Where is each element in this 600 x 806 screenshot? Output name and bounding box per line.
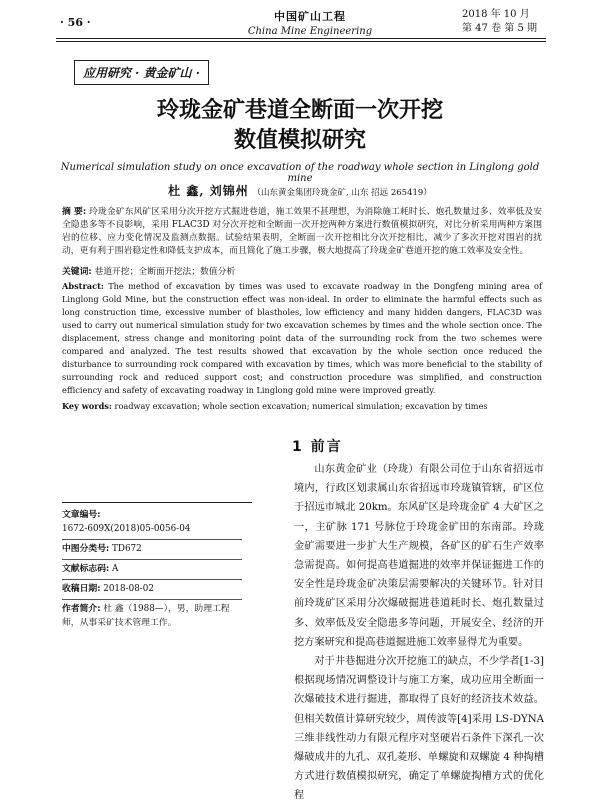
author-bio-text: 杜 鑫（1988—），男，助理工程师，从事采矿技术管理工作。 <box>62 604 230 628</box>
clc-label: 中图分类号: <box>62 544 110 554</box>
doc-id-row <box>62 560 242 580</box>
column-label: 应用研究 · 黄金矿山 · <box>74 60 209 85</box>
keywords-en-label: Key words: <box>62 401 112 411</box>
issue-volume: 第 47 卷 第 5 期 <box>462 23 537 34</box>
title-line-2: 数值模拟研究 <box>233 128 366 153</box>
keywords-en <box>62 401 542 411</box>
keywords-en-text: roadway excavation; whole section excavation; numerical simulation; excavation by times <box>114 401 488 411</box>
abstract-cn-label: 摘 要: <box>62 207 87 217</box>
author-affiliation: （山东黄金集团玲珑金矿, 山东 招远 265419） <box>252 188 432 198</box>
doc-id-label: 文献标志码: <box>62 564 110 574</box>
doc-code-label: 文章编号: <box>62 510 101 520</box>
received-label: 收稿日期: <box>62 584 101 594</box>
author-names: 杜 鑫, 刘锦州 <box>168 184 249 198</box>
info-box-rule <box>62 502 252 503</box>
journal-name-cn: 中国矿山工程 <box>274 10 346 23</box>
received-row <box>62 580 242 600</box>
section-1-paragraph-1: 山东黄金矿业（玲珑）有限公司位于山东省招远市境内，行政区划隶属山东省招远市玲珑镇管辖，矿区位于招远市城北 20km。东风矿区是玲珑金矿 4 大矿区之一，主矿脉 171 号脉位于玲珑金矿田的东南部。玲珑金矿需要进一步扩大生产规模，各矿区的矿石生产效率急需提高。如何提高巷道掘进的效率并保证掘进工作的安全性是玲珑金矿决策层需要解决的关键环节。针对目前玲珑矿区采用分次爆破掘进巷道耗时长、炮孔数量过多、效率低及安全隐患多等问题，开展安全、经济的开挖方案研究和提高巷道掘进施工效率显得尤为重要。 <box>294 464 544 648</box>
abstract-cn <box>62 206 542 258</box>
abstract-en-label: Abstract: <box>62 281 104 291</box>
clc-row <box>62 540 242 560</box>
issue-info <box>462 8 537 36</box>
title-line-1: 玲珑金矿巷道全断面一次开挖 <box>156 98 443 123</box>
clc-value: TD672 <box>112 544 142 554</box>
abstract-en <box>62 280 542 397</box>
header-rule-thin <box>56 41 546 42</box>
keywords-cn-label: 关键词: <box>62 267 92 277</box>
abstract-en-text: The method of excavation by times was used to excavate roadway in the Dongfeng mining area of Linglong Gold Mine, but the construction effect was non-ideal. In order to eliminate the harmful effects such as long construction time, excessive number of blastholes, low efficiency and many hidden dangers, FLAC3D was used to carry out numerical simulation study for two excavation schemes by times and the whole section once. The displacement, stress change and monitoring point data of the surrounding rock from the two schemes were compared and analyzed. The test results showed that excavation by the whole section once reduced the disturbance to surrounding rock compared with excavation by times, which was more beneficial to the stability of surrounding rock and reduced support cost; and construction procedure was simplified, and construction efficiency and safety of excavating roadway in Linglong gold mine were improved greatly. <box>62 281 542 395</box>
paper-title-en: Numerical simulation study on once excavation of the roadway whole section in Linglong gold mine <box>60 162 540 184</box>
issue-date: 2018 年 10 月 <box>462 9 530 20</box>
header-rule <box>56 38 546 39</box>
paper-title <box>60 96 540 156</box>
doc-code-value: 1672-609X(2018)05-0056-04 <box>62 524 191 534</box>
keywords-cn <box>62 264 542 277</box>
section-1-heading: 1 前言 <box>292 439 343 455</box>
doc-code-row <box>62 506 242 540</box>
doc-id-value: A <box>112 564 119 574</box>
author-bio-row <box>62 600 242 633</box>
journal-name-en: China Mine Engineering <box>247 26 373 37</box>
section-1-body <box>294 460 544 806</box>
author-bio-label: 作者简介: <box>62 604 101 614</box>
section-1-paragraph-2: 对于井巷掘进分次开挖施工的缺点，不少学者[1-3]根据现场情况调整设计与施工方案，成功应用全断面一次爆破技术进行掘进，都取得了良好的经济技术效益。但相关数值计算研究较少，周传波等[4]采用 LS-DYNA 三维非线性动力有限元程序对坚硬岩石条件下深孔一次爆破成井的九孔、双孔菱形、单螺旋和双螺旋 4 种掏槽方式进行数值模拟研究，确定了单螺旋掏槽方式的优化程 <box>294 656 544 802</box>
journal-header <box>210 8 410 37</box>
article-info-box <box>62 506 242 633</box>
page-number: · 56 · <box>60 16 91 29</box>
received-value: 2018-08-02 <box>103 584 154 594</box>
keywords-cn-text: 巷道开挖；全断面开挖法；数值分析 <box>94 267 236 277</box>
abstract-cn-text: 玲珑金矿东风矿区采用分次开挖方式掘进巷道，施工效果不甚理想，为消除施工耗时长、炮孔数量过多、效率低及安全隐患多等不良影响，采用 FLAC3D 对分次开挖和全断面一次开挖两种方案进行数值模拟研究，对比分析采用两种方案围岩的位移、应力变化情况及监测点数据。试验结果表明，全断面一次开挖相比分次开挖相比，减少了多次开挖对围岩的扰动，更有利于围岩稳定性和降低支护成本，而且简化了施工步骤，极大地提高了玲珑金矿巷道开挖的施工效率及安全性。 <box>62 207 543 256</box>
author-line <box>60 182 540 199</box>
